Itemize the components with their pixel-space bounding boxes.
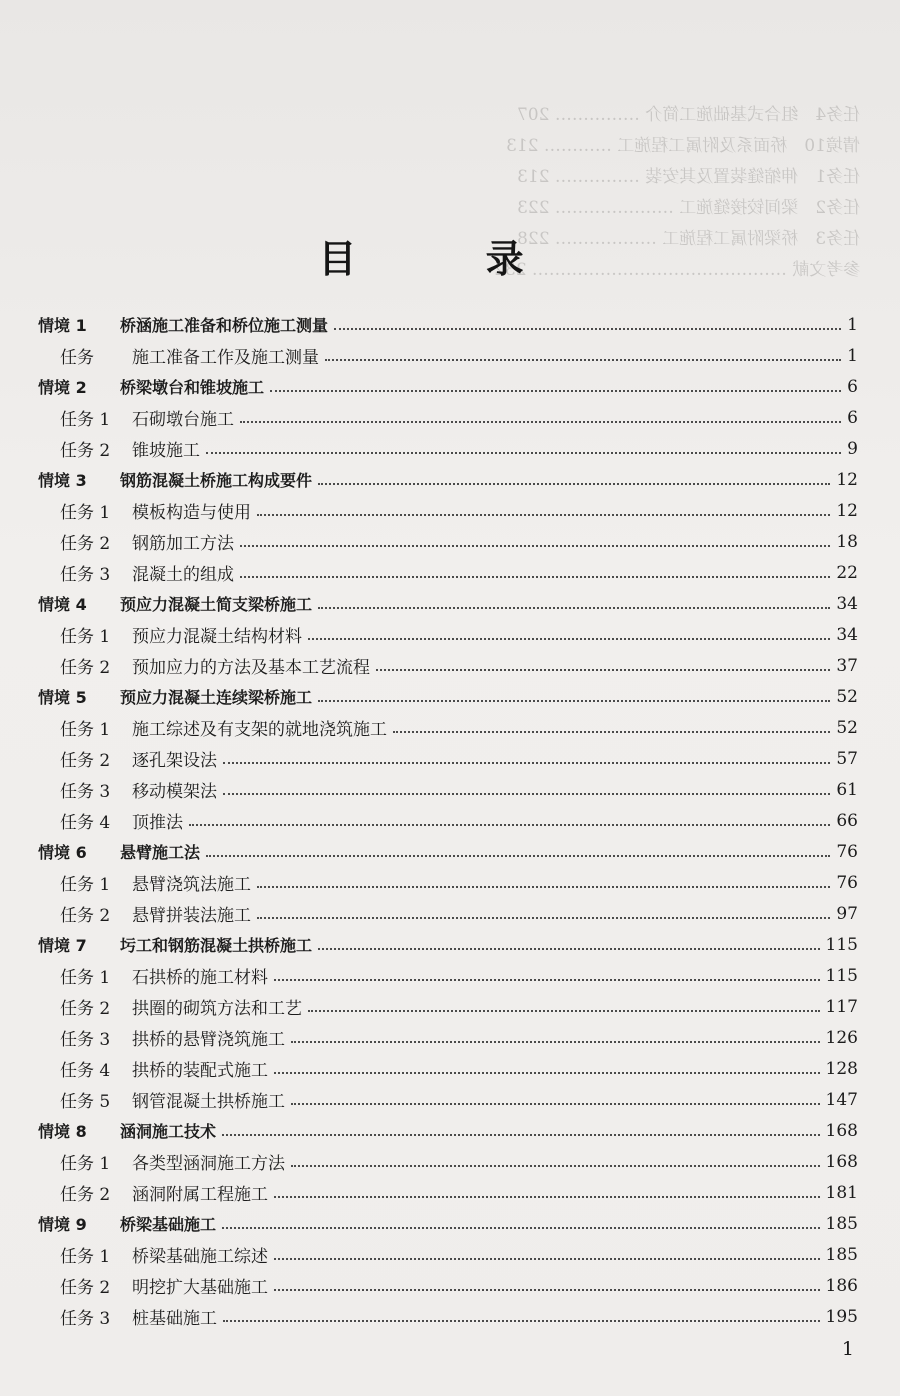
dot-leader (189, 822, 830, 826)
toc-page-number: 97 (836, 903, 858, 924)
toc-entry-label (60, 1273, 268, 1298)
toc-chapter-row[interactable] (38, 309, 858, 340)
toc-task-row[interactable] (38, 340, 858, 371)
toc-entry-number: 任务 1 (60, 1247, 111, 1267)
toc-entry-number: 情境 9 (38, 1215, 87, 1234)
dot-leader (318, 698, 830, 702)
toc-entry-number: 任务 2 (60, 441, 111, 461)
toc-entry-title: 钢筋混凝土桥施工构成要件 (120, 471, 313, 490)
toc-entry-label (60, 1056, 268, 1081)
dot-leader (240, 543, 830, 547)
dot-leader (274, 1070, 820, 1074)
toc-page-number: 185 (825, 1213, 858, 1234)
toc-task-row[interactable] (38, 712, 858, 743)
toc-page-number: 52 (836, 686, 858, 707)
dot-leader (257, 915, 830, 919)
toc-entry-number: 情境 6 (38, 843, 87, 862)
toc-entry-title: 圬工和钢筋混凝土拱桥施工 (120, 936, 313, 955)
toc-entry-number: 任务 3 (60, 1309, 111, 1329)
toc-task-row[interactable] (38, 433, 858, 464)
toc-entry-title: 施工准备工作及施工测量 (132, 348, 319, 368)
dot-leader (274, 977, 820, 981)
dot-leader (206, 450, 841, 454)
toc-entry-label (60, 808, 183, 833)
toc-entry-number: 情境 7 (38, 936, 87, 955)
toc-page-number: 168 (825, 1120, 858, 1141)
toc-page-number: 12 (836, 469, 858, 490)
toc-chapter-row[interactable] (38, 1208, 858, 1239)
dot-leader (240, 574, 830, 578)
toc-entry-title: 明挖扩大基础施工 (132, 1278, 268, 1298)
toc-entry-title: 预加应力的方法及基本工艺流程 (132, 658, 370, 678)
dot-leader (223, 760, 830, 764)
toc-task-row[interactable] (38, 743, 858, 774)
dot-leader (206, 853, 830, 857)
toc-entry-label (60, 343, 319, 368)
toc-task-row[interactable] (38, 960, 858, 991)
toc-entry-number: 任务 (60, 348, 94, 368)
dot-leader (318, 605, 830, 609)
toc-entry-title: 锥坡施工 (132, 441, 200, 461)
toc-page-number: 6 (847, 376, 858, 397)
toc-task-row[interactable] (38, 1053, 858, 1084)
toc-entry-number: 任务 3 (60, 565, 111, 585)
toc-task-row[interactable] (38, 650, 858, 681)
dot-leader (274, 1194, 820, 1198)
toc-entry-label (60, 715, 387, 740)
toc-entry-title: 石砌墩台施工 (132, 410, 234, 430)
toc-chapter-row[interactable] (38, 681, 858, 712)
toc-page-number: 34 (836, 624, 858, 645)
toc-page-number: 12 (836, 500, 858, 521)
toc-entry-title: 涵洞附属工程施工 (132, 1185, 268, 1205)
toc-entry-number: 任务 1 (60, 875, 111, 895)
toc-entry-label (60, 1242, 268, 1267)
dot-leader (240, 419, 841, 423)
toc-page-number: 6 (847, 407, 858, 428)
toc-page-number: 117 (825, 996, 858, 1017)
toc-entry-number: 情境 1 (38, 316, 87, 335)
toc-entry-number: 任务 3 (60, 782, 111, 802)
dot-leader (270, 388, 841, 392)
toc-entry-number: 情境 3 (38, 471, 87, 490)
toc-page-number: 22 (836, 562, 858, 583)
toc-chapter-row[interactable] (38, 588, 858, 619)
dot-leader (334, 326, 841, 330)
toc-entry-title: 悬臂浇筑法施工 (132, 875, 251, 895)
toc-page-number: 1 (847, 345, 858, 366)
toc-entry-title: 钢管混凝土拱桥施工 (132, 1092, 285, 1112)
toc-entry-label (38, 468, 312, 491)
toc-entry-title: 桥梁墩台和锥坡施工 (120, 378, 265, 397)
toc-task-row[interactable] (38, 1084, 858, 1115)
toc-page-number: 185 (825, 1244, 858, 1265)
toc-entry-title: 模板构造与使用 (132, 503, 251, 523)
bleed-through-line: 参考文献 ……………………………………… 232 (493, 260, 860, 280)
toc-page-number: 168 (825, 1151, 858, 1172)
toc-entry-label (38, 313, 328, 336)
toc-entry-number: 情境 2 (38, 378, 87, 397)
bleed-through-line: 任务1 伸缩缝装置及其安装 …………… 213 (516, 167, 860, 187)
table-of-contents (38, 309, 858, 1332)
toc-page-number: 195 (825, 1306, 858, 1327)
toc-chapter-row[interactable] (38, 371, 858, 402)
dot-leader (222, 1132, 820, 1136)
toc-entry-number: 任务 5 (60, 1092, 111, 1112)
toc-entry-number: 任务 2 (60, 999, 111, 1019)
toc-entry-title: 预应力混凝土简支梁桥施工 (120, 595, 313, 614)
toc-chapter-row[interactable] (38, 929, 858, 960)
toc-entry-label (38, 592, 312, 615)
toc-entry-label (60, 1025, 285, 1050)
page-title: 目 录 (318, 237, 582, 281)
toc-entry-number: 任务 1 (60, 968, 111, 988)
toc-entry-number: 任务 1 (60, 503, 111, 523)
toc-entry-title: 桥涵施工准备和桥位施工测量 (120, 316, 329, 335)
toc-page-number: 76 (836, 872, 858, 893)
toc-page-number: 9 (847, 438, 858, 459)
toc-entry-label (60, 901, 251, 926)
toc-page-number: 147 (825, 1089, 858, 1110)
toc-entry-title: 各类型涵洞施工方法 (132, 1154, 285, 1174)
toc-entry-title: 拱桥的悬臂浇筑施工 (132, 1030, 285, 1050)
dot-leader (257, 884, 830, 888)
toc-entry-title: 移动模架法 (132, 782, 217, 802)
dot-leader (222, 1225, 820, 1229)
dot-leader (274, 1287, 820, 1291)
toc-entry-label (60, 1180, 268, 1205)
toc-entry-label (38, 933, 312, 956)
toc-task-row[interactable] (38, 402, 858, 433)
bleed-through-line: 任务4 组合式基础施工简介 …………… 207 (516, 105, 860, 125)
toc-chapter-row[interactable] (38, 464, 858, 495)
toc-chapter-row[interactable] (38, 1115, 858, 1146)
toc-entry-title: 预应力混凝土连续梁桥施工 (120, 688, 313, 707)
toc-entry-label (60, 436, 200, 461)
toc-page-number: 186 (825, 1275, 858, 1296)
toc-entry-number: 任务 1 (60, 1154, 111, 1174)
toc-entry-label (60, 529, 234, 554)
toc-entry-title: 顶推法 (132, 813, 183, 833)
toc-page-number: 126 (825, 1027, 858, 1048)
toc-entry-title: 桥梁基础施工 (120, 1215, 217, 1234)
toc-entry-label (38, 1212, 216, 1235)
toc-entry-number: 任务 1 (60, 627, 111, 647)
dot-leader (318, 946, 820, 950)
toc-task-row[interactable] (38, 619, 858, 650)
toc-entry-number: 任务 2 (60, 906, 111, 926)
toc-entry-number: 情境 5 (38, 688, 87, 707)
toc-page-number: 18 (836, 531, 858, 552)
toc-entry-title: 预应力混凝土结构材料 (132, 627, 302, 647)
dot-leader (257, 512, 830, 516)
toc-entry-title: 悬臂施工法 (120, 843, 201, 862)
toc-entry-number: 任务 4 (60, 1061, 111, 1081)
toc-entry-label (60, 560, 234, 585)
toc-entry-label (38, 840, 200, 863)
toc-entry-label (60, 498, 251, 523)
toc-entry-label (60, 1087, 285, 1112)
toc-entry-label (60, 1304, 217, 1329)
toc-entry-number: 任务 1 (60, 410, 111, 430)
toc-page-number: 115 (825, 934, 858, 955)
toc-task-row[interactable] (38, 867, 858, 898)
toc-task-row[interactable] (38, 1301, 858, 1332)
dot-leader (308, 1008, 820, 1012)
toc-task-row[interactable] (38, 991, 858, 1022)
dot-leader (393, 729, 830, 733)
toc-page-number: 57 (836, 748, 858, 769)
toc-page-number: 1 (847, 314, 858, 335)
toc-entry-title: 施工综述及有支架的就地浇筑施工 (132, 720, 387, 740)
toc-entry-title: 桩基础施工 (132, 1309, 217, 1329)
toc-task-row[interactable] (38, 1177, 858, 1208)
toc-page-number: 76 (836, 841, 858, 862)
toc-entry-label (60, 963, 268, 988)
dot-leader (325, 357, 841, 361)
dot-leader (223, 1318, 820, 1322)
toc-entry-number: 任务 1 (60, 720, 111, 740)
toc-task-row[interactable] (38, 1146, 858, 1177)
toc-entry-title: 桥梁基础施工综述 (132, 1247, 268, 1267)
toc-entry-title: 拱圈的砌筑方法和工艺 (132, 999, 302, 1019)
toc-entry-label (60, 746, 217, 771)
toc-page-number: 115 (825, 965, 858, 986)
toc-task-row[interactable] (38, 774, 858, 805)
toc-page-number: 52 (836, 717, 858, 738)
dot-leader (291, 1163, 820, 1167)
bleed-through-line: 任务3 桥梁附属工程施工 ……………… 228 (516, 229, 860, 249)
dot-leader (376, 667, 830, 671)
toc-chapter-row[interactable] (38, 836, 858, 867)
toc-entry-number: 任务 2 (60, 1278, 111, 1298)
toc-entry-number: 情境 8 (38, 1122, 87, 1141)
toc-entry-title: 涵洞施工技术 (120, 1122, 217, 1141)
toc-entry-number: 任务 2 (60, 534, 111, 554)
toc-entry-number: 任务 3 (60, 1030, 111, 1050)
toc-entry-number: 任务 2 (60, 1185, 111, 1205)
toc-page-number: 61 (836, 779, 858, 800)
toc-entry-label (60, 777, 217, 802)
toc-entry-title: 钢筋加工方法 (132, 534, 234, 554)
toc-entry-number: 情境 4 (38, 595, 87, 614)
bleed-through-line: 任务2 梁间铰接缝施工 ………………… 223 (516, 198, 860, 218)
toc-entry-title: 拱桥的装配式施工 (132, 1061, 268, 1081)
toc-entry-label (38, 685, 312, 708)
toc-entry-number: 任务 2 (60, 751, 111, 771)
dot-leader (274, 1256, 820, 1260)
toc-entry-label (60, 653, 370, 678)
toc-page-number: 34 (836, 593, 858, 614)
toc-task-row[interactable] (38, 1239, 858, 1270)
toc-page-number: 66 (836, 810, 858, 831)
dot-leader (223, 791, 830, 795)
toc-entry-title: 混凝土的组成 (132, 565, 234, 585)
toc-entry-label (60, 994, 302, 1019)
toc-task-row[interactable] (38, 805, 858, 836)
toc-page-number: 128 (825, 1058, 858, 1079)
toc-entry-title: 石拱桥的施工材料 (132, 968, 268, 988)
toc-entry-label (38, 1119, 216, 1142)
toc-page-number: 181 (825, 1182, 858, 1203)
toc-entry-label (60, 622, 302, 647)
toc-entry-label (38, 375, 264, 398)
toc-entry-label (60, 1149, 285, 1174)
toc-task-row[interactable] (38, 1022, 858, 1053)
toc-entry-number: 任务 4 (60, 813, 111, 833)
toc-task-row[interactable] (38, 898, 858, 929)
toc-page-number: 37 (836, 655, 858, 676)
toc-task-row[interactable] (38, 526, 858, 557)
toc-entry-label (60, 870, 251, 895)
bleed-through-line: 情境10 桥面系及附属工程施工 ………… 213 (506, 136, 860, 156)
dot-leader (291, 1039, 820, 1043)
dot-leader (291, 1101, 820, 1105)
page-number: 1 (841, 1338, 854, 1360)
toc-task-row[interactable] (38, 557, 858, 588)
dot-leader (308, 636, 830, 640)
toc-entry-number: 任务 2 (60, 658, 111, 678)
toc-entry-title: 逐孔架设法 (132, 751, 217, 771)
toc-task-row[interactable] (38, 1270, 858, 1301)
toc-task-row[interactable] (38, 495, 858, 526)
toc-entry-label (60, 405, 234, 430)
toc-entry-title: 悬臂拼装法施工 (132, 906, 251, 926)
dot-leader (318, 481, 830, 485)
